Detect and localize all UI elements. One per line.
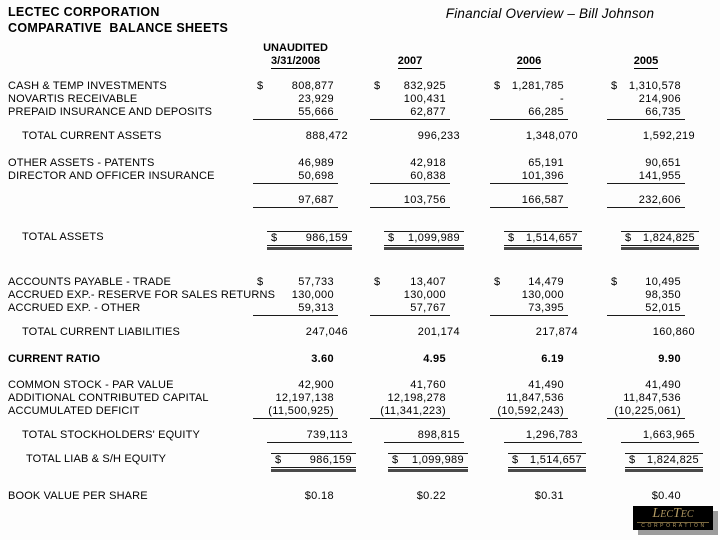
value-text: 232,606 (638, 194, 681, 206)
company-title (8, 4, 228, 36)
table-row (8, 302, 703, 315)
row-label: COMMON STOCK - PAR VALUE (8, 379, 174, 391)
value-cell (607, 289, 685, 302)
report-title: COMPARATIVE BALANCE SHEETS (8, 21, 229, 35)
row-label: TOTAL STOCKHOLDERS' EQUITY (22, 429, 200, 441)
row-label: TOTAL LIAB & S/H EQUITY (26, 453, 167, 465)
value-text: 130,000 (403, 289, 446, 301)
value-cell (370, 194, 450, 208)
table-section (8, 453, 703, 466)
value-cell (607, 353, 685, 366)
table-row (8, 106, 703, 119)
dollar-sign: $ (271, 232, 278, 244)
table-section (8, 231, 703, 244)
value-text: 98,350 (645, 289, 681, 301)
table-section (8, 276, 703, 315)
year-label: 2007 (397, 55, 423, 67)
value-text: 986,159 (305, 232, 348, 244)
value-text: $0.31 (534, 490, 564, 502)
value-cell (370, 490, 450, 503)
year-label: 2006 (516, 55, 542, 67)
value-cell (271, 453, 356, 468)
table-row (8, 157, 703, 170)
dollar-sign: $ (508, 232, 515, 244)
value-cell (607, 392, 685, 405)
value-text: 832,925 (403, 80, 446, 92)
table-section (8, 490, 703, 503)
value-cell (490, 392, 568, 405)
value-text: 898,815 (417, 429, 460, 441)
row-label: CASH & TEMP INVESTMENTS (8, 80, 167, 92)
value-cell (607, 194, 685, 208)
table-row (8, 353, 703, 366)
value-cell (370, 302, 450, 316)
value-text: 1,824,825 (642, 232, 695, 244)
value-cell (621, 130, 699, 143)
value-cell (370, 93, 450, 106)
value-cell (621, 429, 699, 443)
value-text: 11,847,536 (506, 392, 564, 404)
value-text: 130,000 (521, 289, 564, 301)
value-cell (607, 80, 685, 93)
value-text: 12,197,138 (275, 392, 334, 404)
value-text: 160,860 (652, 326, 695, 338)
balance-table-rows (8, 80, 703, 503)
value-text: (10,225,061) (614, 405, 681, 417)
value-cell (253, 392, 338, 405)
row-label: ACCUMULATED DEFICIT (8, 405, 140, 417)
value-text: (10,592,243) (497, 405, 564, 417)
value-text: 130,000 (291, 289, 334, 301)
row-label: TOTAL ASSETS (22, 231, 104, 243)
value-cell (490, 405, 568, 419)
value-cell (490, 289, 568, 302)
value-text: 4.95 (423, 353, 446, 365)
value-text: 14,479 (528, 276, 564, 288)
table-row (8, 80, 703, 93)
value-cell (388, 453, 468, 468)
value-cell (607, 379, 685, 392)
value-cell (607, 157, 685, 170)
table-row (8, 429, 703, 442)
value-cell (384, 326, 464, 339)
value-text: 59,313 (298, 302, 334, 314)
value-text: 65,191 (528, 157, 564, 169)
value-cell (253, 302, 338, 316)
table-row (8, 405, 703, 418)
row-label: CURRENT RATIO (8, 353, 101, 365)
row-label: OTHER ASSETS - PATENTS (8, 157, 155, 169)
table-row (8, 93, 703, 106)
value-text: 90,651 (645, 157, 681, 169)
value-text: 41,760 (410, 379, 446, 391)
value-text: 1,663,965 (642, 429, 695, 441)
value-text: 101,396 (521, 170, 564, 182)
row-label: TOTAL CURRENT LIABILITIES (22, 326, 180, 338)
value-text: 1,514,657 (529, 454, 582, 466)
value-text: (11,341,223) (380, 405, 446, 417)
logo-corporation-label: CORPORATION (641, 523, 707, 529)
value-text: 41,490 (528, 379, 564, 391)
row-label: ACCOUNTS PAYABLE - TRADE (8, 276, 171, 288)
table-section (8, 194, 703, 207)
row-label: ACCRUED EXP. - OTHER (8, 302, 141, 314)
value-cell (490, 302, 568, 316)
value-text: 62,877 (410, 106, 446, 118)
value-text: 201,174 (417, 326, 460, 338)
value-cell (490, 379, 568, 392)
value-text: 57,767 (410, 302, 446, 314)
value-cell (490, 93, 568, 106)
value-cell (607, 170, 685, 184)
value-text: 66,285 (528, 106, 564, 118)
column-header-current (253, 42, 338, 69)
value-cell (267, 231, 352, 246)
table-section (8, 353, 703, 366)
column-header-2005 (607, 55, 685, 69)
value-text: 41,490 (645, 379, 681, 391)
value-text: 217,874 (535, 326, 578, 338)
dollar-sign: $ (512, 454, 519, 466)
value-text: 247,046 (305, 326, 348, 338)
value-text: 103,756 (403, 194, 446, 206)
dollar-sign: $ (275, 454, 282, 466)
table-row (8, 130, 703, 143)
logo-letter: EC (660, 509, 673, 520)
value-cell (607, 490, 685, 503)
value-cell (253, 353, 338, 366)
table-section (8, 80, 703, 119)
value-text: 11,847,536 (623, 392, 681, 404)
value-text: 97,687 (298, 194, 334, 206)
dollar-sign: $ (494, 80, 501, 92)
overview-title: Financial Overview – Bill Johnson (445, 6, 655, 21)
value-text: 1,514,657 (525, 232, 578, 244)
value-text: (11,500,925) (268, 405, 334, 417)
dollar-sign: $ (494, 276, 501, 288)
value-cell (253, 405, 338, 419)
logo-letter: EC (680, 509, 694, 520)
table-section (8, 379, 703, 418)
row-label: NOVARTIS RECEIVABLE (8, 93, 138, 105)
value-cell (370, 157, 450, 170)
value-text: 100,431 (403, 93, 446, 105)
value-text: $0.18 (304, 490, 334, 502)
value-cell (607, 276, 685, 289)
value-text: 73,395 (528, 302, 564, 314)
dollar-sign: $ (392, 454, 399, 466)
value-cell (504, 326, 582, 339)
value-text: 986,159 (309, 454, 352, 466)
table-row (8, 326, 703, 339)
value-cell (384, 231, 464, 246)
value-cell (490, 106, 568, 120)
value-cell (267, 130, 352, 143)
value-cell (621, 231, 699, 246)
logo-letter: T (673, 506, 681, 521)
logo-letter: L (652, 506, 661, 521)
value-cell (267, 326, 352, 339)
table-section (8, 326, 703, 339)
value-text: 46,989 (298, 157, 334, 169)
value-cell (625, 453, 703, 468)
value-text: 888,472 (305, 130, 348, 142)
value-text: - (559, 93, 564, 105)
dollar-sign: $ (374, 80, 381, 92)
value-text: 52,015 (645, 302, 681, 314)
value-cell (370, 405, 450, 419)
value-cell (504, 130, 582, 143)
value-text: 3.60 (311, 353, 334, 365)
value-cell (490, 490, 568, 503)
value-text: 1,348,070 (525, 130, 578, 142)
value-text: 50,698 (298, 170, 334, 182)
value-cell (370, 170, 450, 184)
value-text: 42,918 (410, 157, 446, 169)
value-text: 13,407 (410, 276, 446, 288)
value-cell (370, 106, 450, 120)
value-text: 1,824,825 (646, 454, 699, 466)
table-row (8, 453, 703, 466)
logo-box (633, 506, 713, 530)
value-cell (490, 157, 568, 170)
row-label: TOTAL CURRENT ASSETS (22, 130, 162, 142)
value-cell (504, 429, 582, 443)
dollar-sign: $ (388, 232, 395, 244)
value-cell (267, 429, 352, 443)
dollar-sign: $ (629, 454, 636, 466)
value-cell (370, 276, 450, 289)
value-cell (370, 289, 450, 302)
value-cell (490, 194, 568, 208)
value-text: 1,310,578 (628, 80, 681, 92)
value-cell (607, 302, 685, 316)
value-text: 141,955 (638, 170, 681, 182)
value-cell (607, 106, 685, 120)
column-header-2006 (490, 55, 568, 69)
value-cell (253, 106, 338, 120)
value-text: 996,233 (417, 130, 460, 142)
table-row (8, 194, 703, 207)
dollar-sign: $ (611, 276, 618, 288)
value-text: 60,838 (410, 170, 446, 182)
dollar-sign: $ (257, 80, 264, 92)
logo-wordmark (637, 507, 709, 523)
table-row (8, 289, 703, 302)
value-cell (370, 353, 450, 366)
table-row (8, 392, 703, 405)
value-cell (370, 379, 450, 392)
value-text: 9.90 (658, 353, 681, 365)
value-text: 66,735 (645, 106, 681, 118)
dollar-sign: $ (625, 232, 632, 244)
year-label: 2005 (633, 55, 659, 67)
value-text: $0.22 (416, 490, 446, 502)
dollar-sign: $ (374, 276, 381, 288)
table-row (8, 231, 703, 244)
value-text: 739,113 (306, 429, 348, 441)
value-text: 1,099,989 (407, 232, 460, 244)
row-label: DIRECTOR AND OFFICER INSURANCE (8, 170, 215, 182)
value-cell (490, 353, 568, 366)
dollar-sign: $ (257, 276, 264, 288)
value-cell (253, 379, 338, 392)
row-label: PREPAID INSURANCE AND DEPOSITS (8, 106, 213, 118)
value-cell (253, 157, 338, 170)
table-section (8, 130, 703, 143)
value-cell (253, 276, 338, 289)
value-text: 214,906 (638, 93, 681, 105)
value-text: 57,733 (298, 276, 334, 288)
column-date-label: 3/31/2008 (271, 55, 320, 67)
value-cell (607, 405, 685, 419)
value-cell (253, 490, 338, 503)
table-header (8, 42, 685, 69)
row-label (8, 194, 253, 207)
table-row (8, 379, 703, 392)
row-label: ACCRUED EXP.- RESERVE FOR SALES RETURNS (8, 289, 276, 301)
value-text: 10,495 (645, 276, 681, 288)
column-header-2007 (370, 55, 450, 69)
value-cell (253, 194, 338, 208)
table-section (8, 429, 703, 442)
value-cell (490, 80, 568, 93)
value-cell (490, 276, 568, 289)
value-cell (384, 429, 464, 443)
value-cell (621, 326, 699, 339)
value-text: 1,296,783 (525, 429, 578, 441)
lectec-logo (633, 506, 713, 530)
table-row (8, 276, 703, 289)
value-cell (607, 93, 685, 106)
value-text: 23,929 (298, 93, 334, 105)
value-cell (370, 80, 450, 93)
value-text: 808,877 (291, 80, 334, 92)
value-text: 6.19 (541, 353, 564, 365)
company-name: LECTEC CORPORATION (8, 5, 160, 19)
value-text: 55,666 (298, 106, 334, 118)
table-row (8, 170, 703, 183)
value-cell (253, 93, 338, 106)
value-text: 166,587 (521, 194, 564, 206)
table-section (8, 157, 703, 183)
value-text: 12,198,278 (387, 392, 446, 404)
value-cell (508, 453, 586, 468)
value-text: 42,900 (298, 379, 334, 391)
unaudited-label: UNAUDITED (263, 42, 328, 54)
dollar-sign: $ (611, 80, 618, 92)
table-row (8, 490, 703, 503)
value-cell (370, 392, 450, 405)
value-text: 1,592,219 (642, 130, 695, 142)
value-text: 1,281,785 (511, 80, 564, 92)
value-cell (504, 231, 582, 246)
value-cell (490, 170, 568, 184)
value-cell (253, 289, 338, 302)
row-label: ADDITIONAL CONTRIBUTED CAPITAL (8, 392, 209, 404)
value-cell (253, 80, 338, 93)
value-cell (253, 170, 338, 184)
value-text: 1,099,989 (411, 454, 464, 466)
value-text: $0.40 (651, 490, 681, 502)
row-label: BOOK VALUE PER SHARE (8, 490, 148, 502)
value-cell (384, 130, 464, 143)
